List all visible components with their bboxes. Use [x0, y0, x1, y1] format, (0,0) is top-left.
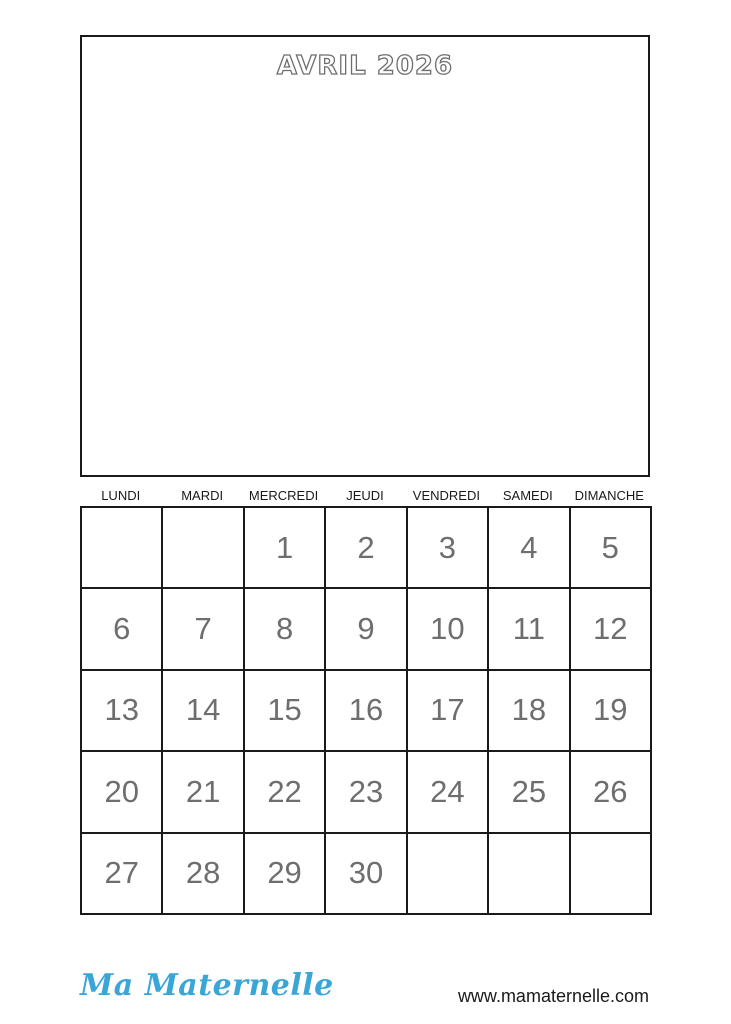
- day-cell: 5: [571, 508, 652, 589]
- weekday-tuesday: MARDI: [181, 488, 224, 503]
- day-cell: 16: [326, 671, 407, 752]
- day-cell: 8: [245, 589, 326, 670]
- day-cell: 17: [408, 671, 489, 752]
- day-cell: 10: [408, 589, 489, 670]
- day-cell: 18: [489, 671, 570, 752]
- weekday-thursday: JEUDI: [346, 488, 384, 503]
- day-cell: 14: [163, 671, 244, 752]
- day-cell: [408, 834, 489, 915]
- day-cell: [82, 508, 163, 589]
- weekday-monday: LUNDI: [101, 488, 141, 503]
- day-cell: 22: [245, 752, 326, 833]
- month-title: AVRIL 2026: [276, 51, 454, 81]
- day-cell: [571, 834, 652, 915]
- day-cell: 7: [163, 589, 244, 670]
- weekday-sunday: DIMANCHE: [574, 488, 644, 503]
- weekday-saturday: SAMEDI: [502, 488, 553, 503]
- day-cell: 6: [82, 589, 163, 670]
- day-cell: 25: [489, 752, 570, 833]
- brand-logo: Ma Maternelle: [80, 968, 334, 1003]
- day-cell: [163, 508, 244, 589]
- day-cell: 15: [245, 671, 326, 752]
- day-cell: 24: [408, 752, 489, 833]
- weekday-wednesday: MERCREDI: [248, 488, 319, 503]
- drawing-area: [80, 35, 650, 477]
- day-cell: 28: [163, 834, 244, 915]
- day-cell: 9: [326, 589, 407, 670]
- day-cell: 29: [245, 834, 326, 915]
- calendar-grid: [80, 506, 652, 915]
- day-cell: [489, 834, 570, 915]
- day-cell: 4: [489, 508, 570, 589]
- day-cell: 20: [82, 752, 163, 833]
- day-cell: 23: [326, 752, 407, 833]
- day-cell: 2: [326, 508, 407, 589]
- day-cell: 13: [82, 671, 163, 752]
- day-cell: 21: [163, 752, 244, 833]
- day-cell: 19: [571, 671, 652, 752]
- weekday-friday: VENDREDI: [412, 488, 480, 503]
- weekday-header: [80, 487, 650, 505]
- day-cell: 26: [571, 752, 652, 833]
- day-cell: 27: [82, 834, 163, 915]
- day-cell: 1: [245, 508, 326, 589]
- day-cell: 11: [489, 589, 570, 670]
- day-cell: 3: [408, 508, 489, 589]
- website-url[interactable]: www.mamaternelle.com: [457, 986, 649, 1006]
- day-cell: 30: [326, 834, 407, 915]
- day-cell: 12: [571, 589, 652, 670]
